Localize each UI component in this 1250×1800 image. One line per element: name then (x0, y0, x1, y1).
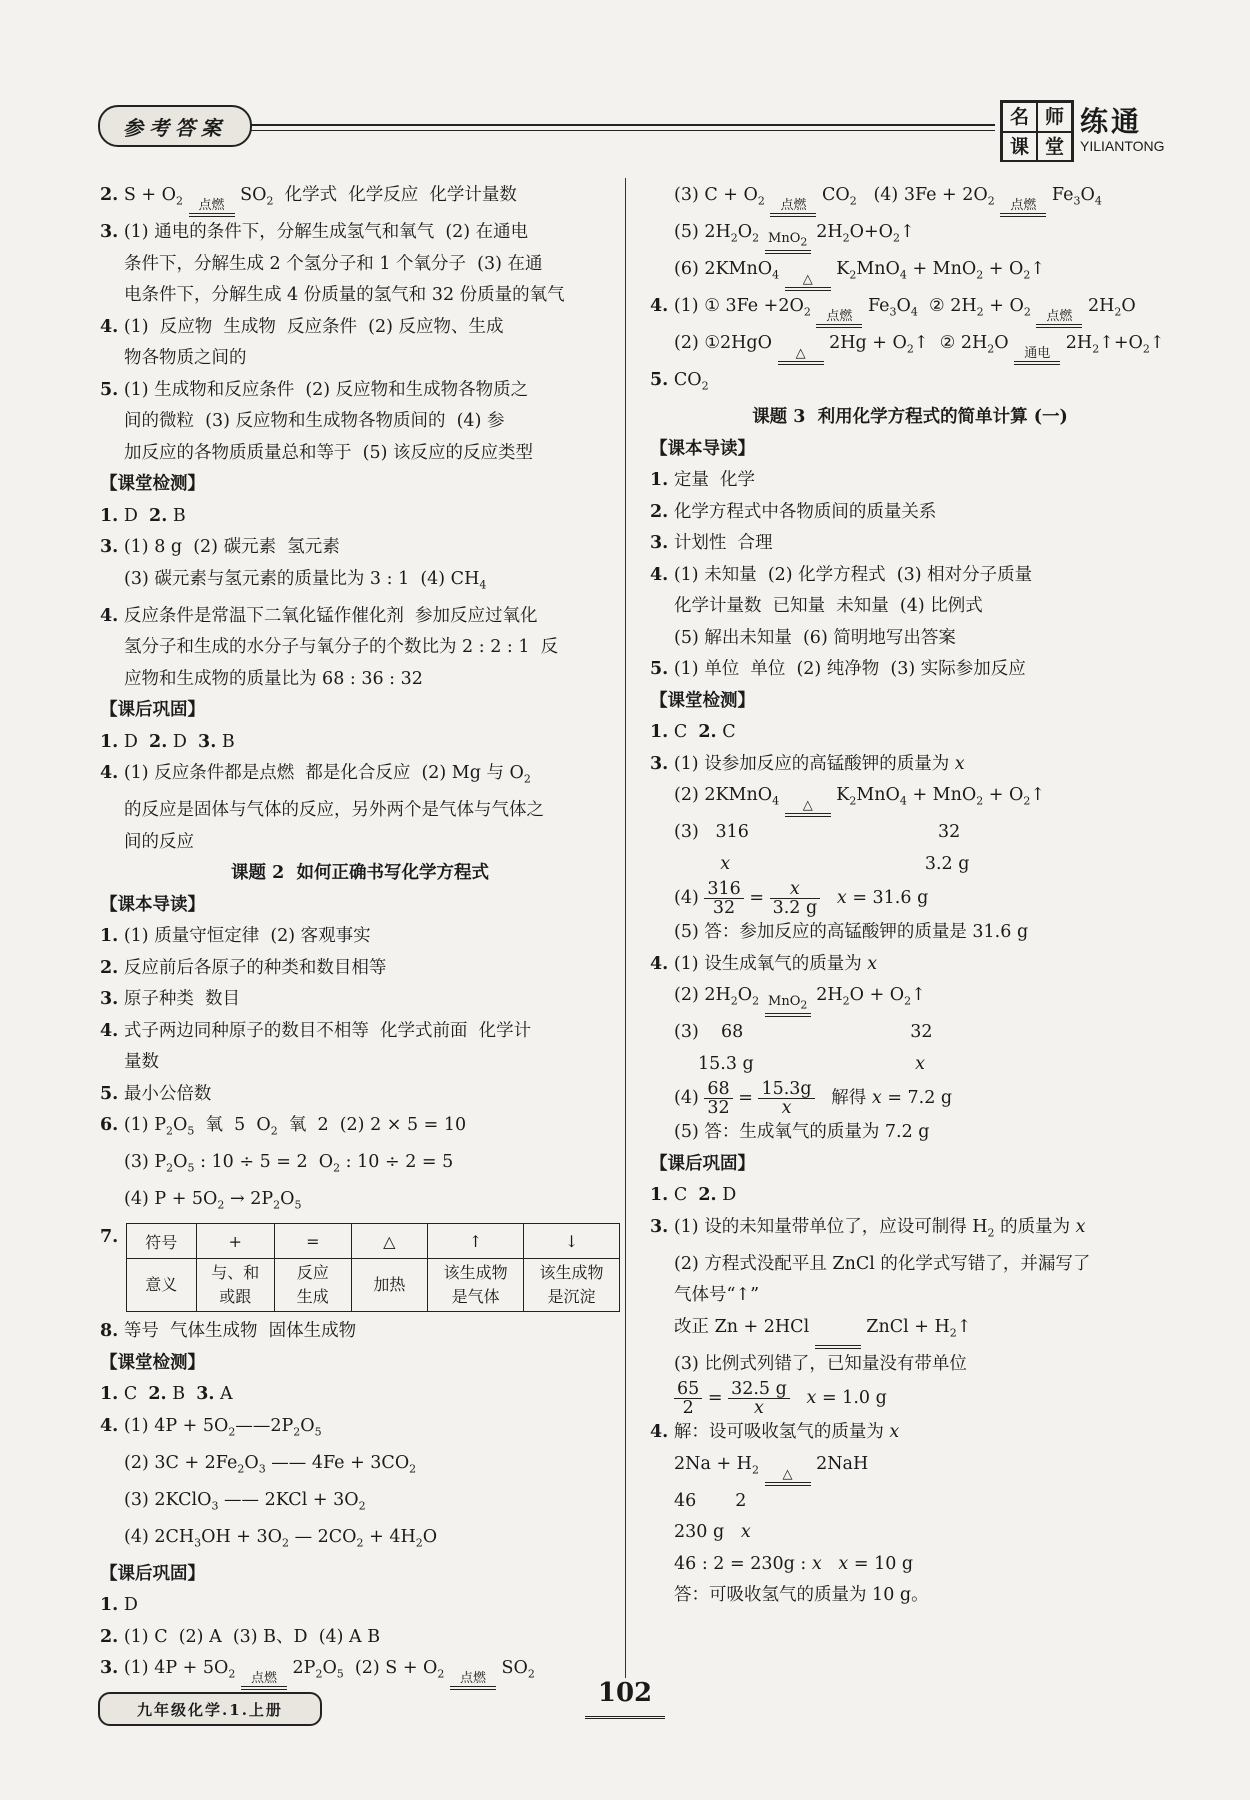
text-line: 2. 反应前后各原子的种类和数目相等 (100, 957, 387, 978)
logo-char: 师 (1037, 102, 1072, 132)
text-line: 3. (1) 设参加反应的高锰酸钾的质量为 x (650, 753, 965, 774)
text-line: 4. 解：设可吸收氢气的质量为 x (650, 1422, 900, 1442)
text-line: 1. (1) 质量守恒定律 (2) 客观事实 (100, 926, 371, 946)
text-line: (3) 68 32 (674, 1022, 933, 1042)
text-line: 3. 计划性 合理 (650, 533, 773, 553)
text-line: (5) 答：参加反应的高锰酸钾的质量是 31.6 g (674, 922, 1029, 942)
table-cell: = (274, 1224, 351, 1259)
text-line: 2. $S + O_2$ 点燃 $SO_2$ 化学式 化学反应 化学计量数 (100, 180, 620, 217)
logo-char: 堂 (1037, 132, 1072, 162)
text-line: 【课本导读】 (650, 438, 755, 459)
text-line: 间的反应 (124, 831, 194, 852)
symbol-meaning-table (126, 1223, 620, 1312)
text-line: (2) 2KMnO$_4$ △ $K_2MnO_4 + MnO_2$ + $O_2↑$ (650, 780, 1170, 817)
table-cell: 符号 (127, 1224, 197, 1259)
table-cell: + (196, 1224, 274, 1259)
question-number: 7. (100, 1227, 119, 1247)
text-line: 8. 等号 气体生成物 固体生成物 (100, 1321, 357, 1341)
text-line: 间的微粒 (3) 反应物和生成物各物质间的 (4) 参 (124, 411, 505, 431)
right-column (650, 180, 1170, 1612)
text-line: (5) 答：生成氧气的质量为 7.2 g (674, 1122, 930, 1142)
text-line: 的反应是固体与气体的反应，另外两个是气体与气体之 (124, 800, 544, 820)
table-cell: ↑ (428, 1224, 524, 1259)
text-line: 1. C 2. B 3. A (100, 1384, 233, 1404)
text-line: (3) 2KClO$_3$ —— $2KCl + 3O_2$ (124, 1489, 366, 1512)
text-line: 【课后巩固】 (650, 1153, 755, 1174)
right-lines (650, 180, 1170, 1612)
text-line: (4) $2CH_3OH + 3O_2$ — $2CO_2 + 4H_2O$ (124, 1526, 438, 1549)
table-cell: 该生成物 是沉淀 (524, 1259, 620, 1312)
text-line: (6) 2KMnO$_4$ △ $K_2MnO_4 + MnO_2$ + $O_2↑$ (650, 254, 1170, 291)
text-line: 4. (1) 未知量 (2) 化学方程式 (3) 相对分子质量 (650, 564, 1033, 585)
left-lines (100, 180, 620, 1221)
text-line: 化学计量数 已知量 未知量 (4) 比例式 (674, 596, 983, 616)
text-line: (5) 解出未知量 (6) 简明地写出答案 (674, 627, 956, 648)
table-cell: 该生成物 是气体 (428, 1259, 524, 1312)
book-title: 九年级化学.1.上册 (98, 1692, 322, 1726)
text-line: 【课堂检测】 (100, 474, 205, 494)
text-line: (3) $C + O_2$ 点燃 $CO_2$ (4) $3Fe + 2O_2$ 点燃 $Fe_3O_4$ (650, 180, 1170, 217)
text-line: (3) 316 32 (674, 822, 961, 842)
text-line: (4) $\frac{68}{32}$ = $\frac{15.3g}{x}$ 解得 x = 7.2 g (674, 1079, 953, 1118)
text-line: 氢分子和生成的水分子与氧分子的个数比为 2 : 2 : 1 反 (124, 637, 559, 657)
text-line: (3) $P_2O_5$ : 10 ÷ 5 = 2 $O_2$ : 10 ÷ 2 = 5 (124, 1152, 454, 1175)
text-line: (5) $2H_2O_2$ MnO$_2$ $2H_2O+O_2↑$ (650, 217, 1170, 254)
text-line: $\frac{65}{2}$ = $\frac{32.5 g}{x}$ x = 1.0 g (650, 1380, 1170, 1417)
text-line: 1. D (100, 1595, 138, 1615)
brand-subtitle: YILIANTONG (1080, 138, 1165, 154)
text-line: 15.3 g x (698, 1053, 925, 1074)
text-line: 4. (1) 反应物 生成物 反应条件 (2) 反应物、生成 (100, 316, 504, 337)
text-line: 物各物质之间的 (124, 348, 247, 368)
header-rule (250, 124, 995, 126)
text-line: $2Na + H_2$ △ 2NaH (650, 1449, 1170, 1486)
left-lines-cont (100, 1316, 620, 1690)
text-line: 4. (1) 反应条件都是点燃 都是化合反应 (2) Mg 与 $O_2$ (100, 763, 531, 786)
text-line: 应物和生成物的质量比为 68 : 36 : 32 (124, 668, 423, 689)
text-line: 气体号“↑” (674, 1285, 760, 1305)
text-line: (3) 碳元素与氢元素的质量比为 3 : 1 (4) $CH_4$ (124, 568, 487, 591)
text-line: 课题 2 如何正确书写化学方程式 (231, 863, 489, 883)
text-line: 答：可吸收氢气的质量为 10 g。 (674, 1585, 929, 1605)
text-line: 1. 定量 化学 (650, 470, 755, 490)
logo-char: 名 (1002, 102, 1037, 132)
text-line: 5. (1) 生成物和反应条件 (2) 反应物和生成物各物质之 (100, 379, 529, 400)
text-line: 改正 Zn + 2HCl ZnCl + $H_2↑$ (650, 1312, 1170, 1349)
header-rule-thin (250, 130, 995, 131)
text-line: 量数 (124, 1052, 159, 1072)
text-line: (4) $\frac{316}{32}$ = $\frac{x}{3.2 g}$ x = 31.6 g (674, 879, 929, 918)
text-line: 2. (1) C (2) A (3) B、D (4) A B (100, 1626, 381, 1647)
text-line: 1. D 2. B (100, 505, 186, 526)
text-line: 加反应的各物质质量总和等于 (5) 该反应的反应类型 (124, 442, 533, 463)
text-line: 4. (1) $4P + 5O_2——2P_2O_5$ (100, 1415, 322, 1438)
text-line: 2. 化学方程式中各物质间的质量关系 (650, 501, 937, 522)
text-line: 46 : 2 = 230g : x x = 10 g (674, 1553, 914, 1574)
text-line: 【课后巩固】 (100, 1563, 205, 1584)
text-line: (2) ①2HgO △ $2Hg + O_2↑$ ② $2H_2O$ 通电 $2H_2↑+O_2↑$ (650, 328, 1170, 365)
text-line: 【课本导读】 (100, 894, 205, 915)
symbol-table-block (100, 1223, 620, 1312)
text-line: 46 2 (674, 1490, 747, 1511)
text-line: 电条件下，分解生成 4 份质量的氢气和 32 份质量的氧气 (124, 285, 565, 305)
page-number: 102 (585, 1670, 665, 1719)
text-line: 5. (1) 单位 单位 (2) 纯净物 (3) 实际参加反应 (650, 659, 1026, 679)
table-row (127, 1259, 620, 1312)
logo-char: 课 (1002, 132, 1037, 162)
text-line: 1. C 2. D (650, 1185, 737, 1205)
text-line: 230 g x (674, 1522, 751, 1542)
table-row (127, 1224, 620, 1259)
text-line: 4. 式子两边同种原子的数目不相等 化学式前面 化学计 (100, 1020, 532, 1041)
text-line: 【课堂检测】 (100, 1352, 205, 1373)
text-line: (2) $2H_2O_2$ MnO$_2$ $2H_2O$ + $O_2↑$ (650, 980, 1170, 1017)
text-line: (2) 方程式没配平且 ZnCl 的化学式写错了，并漏写了 (674, 1253, 1091, 1274)
publisher-logo (1000, 100, 1074, 162)
text-line: 3. 原子种类 数目 (100, 989, 240, 1009)
header-badge: 参考答案 (98, 105, 252, 147)
text-line: 1. D 2. D 3. B (100, 731, 235, 752)
left-column (100, 180, 620, 1690)
text-line: 3. (1) 通电的条件下，分解生成氢气和氧气 (2) 在通电 (100, 222, 529, 242)
text-line: 3. (1) 8 g (2) 碳元素 氢元素 (100, 537, 340, 557)
text-line: 5. $CO_2$ (650, 370, 709, 393)
table-cell: 反应 生成 (274, 1259, 351, 1312)
text-line: 【课后巩固】 (100, 700, 205, 720)
text-line: (4) $P + 5O_2 \to 2P_2O_5$ (124, 1189, 302, 1212)
text-line: 5. 最小公倍数 (100, 1083, 212, 1104)
text-line: 条件下，分解生成 2 个氢分子和 1 个氧分子 (3) 在通 (124, 253, 543, 274)
text-line: x 3.2 g (720, 853, 970, 874)
text-line: 1. C 2. C (650, 722, 736, 742)
text-line: 4. (1) ① $3Fe +2O_2$ 点燃 $Fe_3O_4$ ② $2H_2 + O_2$ 点燃 $2H_2O$ (650, 291, 1170, 328)
column-divider (625, 178, 626, 1678)
text-line: 3. (1) $4P + 5O_2$ 点燃 $2P_2O_5$ (2) $S + O_2$ 点燃 $SO_2$ (100, 1653, 620, 1690)
table-cell: △ (351, 1224, 428, 1259)
table-cell: 意义 (127, 1259, 197, 1312)
text-line: 课题 3 利用化学方程式的简单计算 (一) (752, 407, 1068, 427)
text-line: (3) 比例式列错了，已知量没有带单位 (674, 1353, 967, 1374)
text-line: 3. (1) 设的未知量带单位了，应设可制得 $H_2$ 的质量为 x (650, 1216, 1086, 1239)
text-line: (2) $3C + 2Fe_2O_3$ —— $4Fe + 3CO_2$ (124, 1452, 417, 1475)
brand-title: 练通 (1080, 105, 1143, 138)
table-cell: 加热 (351, 1259, 428, 1312)
table-cell: ↓ (524, 1224, 620, 1259)
text-line: 【课堂检测】 (650, 690, 755, 711)
text-line: 4. (1) 设生成氧气的质量为 x (650, 953, 878, 974)
text-line: 4. 反应条件是常温下二氧化锰作催化剂 参加反应过氧化 (100, 605, 538, 626)
text-line: 6. (1) $P_2O_5$ 氧 5 $O_2$ 氧 2 (2) 2 × 5 = 10 (100, 1115, 467, 1138)
table-cell: 与、和 或跟 (196, 1259, 274, 1312)
